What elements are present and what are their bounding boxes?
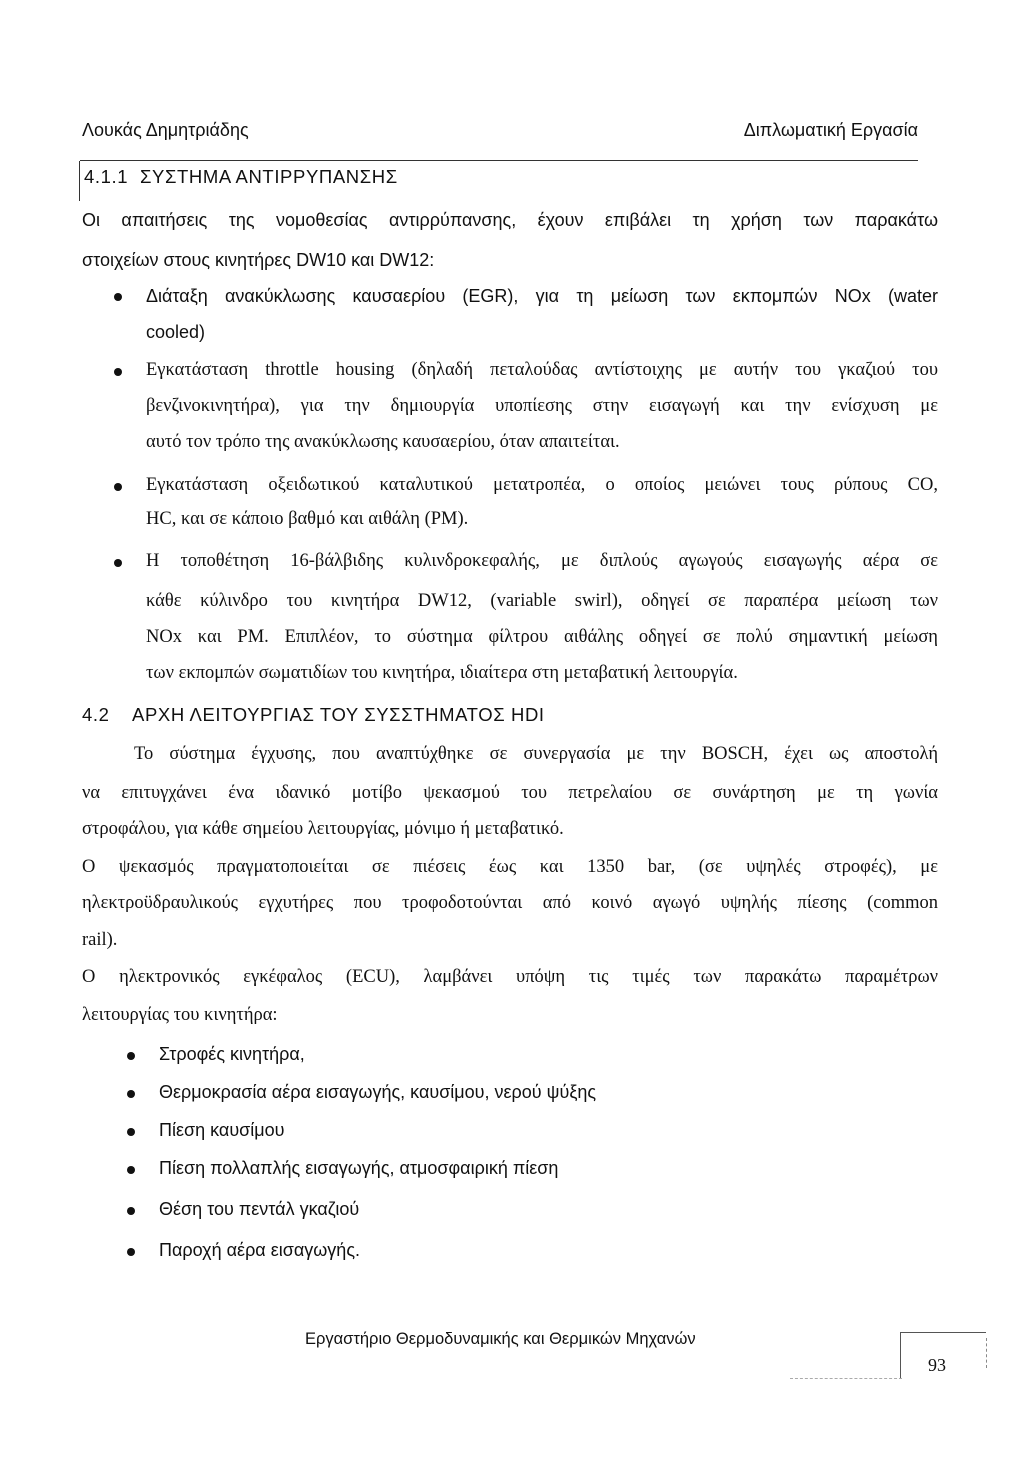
paragraph-line: Ο ηλεκτρονικός εγκέφαλος (ECU), λαμβάνει υπόψη τις τιμές των παρακάτω παραμέτρων [82, 967, 938, 987]
bullet-line: Εγκατάσταση οξειδωτικού καταλυτικού μετατροπέα, ο οποίος μειώνει τους ρύπους CO, [146, 475, 938, 495]
paragraph-line: Το σύστημα έγχυσης, που αναπτύχθηκε σε συνεργασία με την BOSCH, έχει ως αποστολή [134, 744, 938, 764]
header-author: Λουκάς Δημητριάδης [82, 120, 249, 140]
bullet-line: Εγκατάσταση throttle housing (δηλαδή πεταλούδας αντίστοιχης με αυτήν του γκαζιού του [146, 360, 938, 380]
bullet-line: Διάταξη ανακύκλωσης καυσαερίου (EGR), για τη μείωση των εκπομπών NOx (water [146, 286, 938, 306]
section-title: ΑΡΧΗ ΛΕΙΤΟΥΡΓΙΑΣ ΤΟΥ ΣΥΣΣΤΗΜΑΤΟΣ HDI [132, 704, 545, 725]
parameter-item: Θερμοκρασία αέρα εισαγωγής, καυσίμου, νερού ψύξης [159, 1082, 597, 1102]
parameter-item: Παροχή αέρα εισαγωγής. [159, 1240, 360, 1260]
page-number-box-border [900, 1332, 986, 1333]
parameter-item: Στροφές κινητήρα, [159, 1044, 305, 1064]
header-doc-type: Διπλωματική Εργασία [743, 120, 918, 140]
paragraph-line: λειτουργίας του κινητήρα: [82, 1005, 278, 1025]
section-title: ΣΥΣΤΗΜΑ ΑΝΤΙΡΡΥΠΑΝΣΗΣ [140, 166, 398, 187]
bullet-line: cooled) [146, 322, 206, 342]
page-number-box-border [900, 1332, 901, 1379]
paragraph-line: να επιτυγχάνει ένα ιδανικό μοτίβο ψεκασμού του πετρελαίου σε συνάρτηση με τη γωνία [82, 783, 938, 803]
page-number-box-border [790, 1378, 902, 1379]
bullet-dot [114, 483, 122, 491]
intro-line: Οι απαιτήσεις της νομοθεσίας αντιρρύπανσης, έχουν επιβάλει τη χρήση των παρακάτω [82, 210, 938, 230]
section-heading-4-1-1 [84, 166, 398, 188]
section-number: 4.2 [82, 704, 110, 725]
paragraph-line: rail). [82, 930, 118, 950]
bullet-line: αυτό τον τρόπο της ανακύκλωσης καυσαερίου, όταν απαιτείται. [146, 432, 620, 452]
section-margin-mark [79, 161, 80, 201]
parameter-item: Πίεση πολλαπλής εισαγωγής, ατμοσφαιρική πίεση [159, 1158, 559, 1178]
bullet-line: κάθε κύλινδρο του κινητήρα DW12, (variable swirl), οδηγεί σε παραπέρα μείωση των [146, 591, 938, 611]
bullet-line: των εκπομπών σωματιδίων του κινητήρα, ιδιαίτερα στη μεταβατική λειτουργία. [146, 663, 738, 683]
bullet-line: Η τοποθέτηση 16-βάλβιδης κυλινδροκεφαλής, με διπλούς αγωγούς εισαγωγής αέρα σε [146, 551, 938, 571]
bullet-dot [127, 1090, 135, 1098]
footer-lab-name: Εργαστήριο Θερμοδυναμικής και Θερμικών Μηχανών [305, 1330, 696, 1348]
bullet-dot [127, 1128, 135, 1136]
page-number: 93 [928, 1355, 946, 1375]
bullet-dot [127, 1052, 135, 1060]
paragraph-line: στροφάλου, για κάθε σημείου λειτουργίας, μόνιμο ή μεταβατικό. [82, 819, 564, 839]
bullet-line: βενζινοκινητήρα), για την δημιουργία υποπίεσης στην εισαγωγή και την ενίσχυση με [146, 396, 938, 416]
paragraph-line: ηλεκτροϋδραυλικούς εγχυτήρες που τροφοδοτούνται από κοινό αγωγό υψηλής πίεσης (common [82, 893, 938, 913]
paragraph-line: Ο ψεκασμός πραγματοποιείται σε πιέσεις έως και 1350 bar, (σε υψηλές στροφές), με [82, 857, 938, 877]
bullet-line: NOx και PM. Επιπλέον, το σύστημα φίλτρου αιθάλης οδηγεί σε πολύ σημαντική μείωση [146, 627, 938, 647]
bullet-dot [127, 1166, 135, 1174]
bullet-dot [114, 293, 122, 301]
bullet-dot [127, 1248, 135, 1256]
section-heading-4-2 [82, 704, 545, 726]
bullet-dot [127, 1207, 135, 1215]
bullet-dot [114, 559, 122, 567]
bullet-line: HC, και σε κάποιο βαθμό και αιθάλη (PM). [146, 509, 469, 529]
intro-line: στοιχείων στους κινητήρες DW10 και DW12: [82, 250, 435, 270]
page-number-box-border [986, 1338, 987, 1368]
section-number: 4.1.1 [84, 166, 129, 187]
header-rule [80, 160, 918, 161]
parameter-item: Πίεση καυσίμου [159, 1120, 285, 1140]
bullet-dot [114, 368, 122, 376]
parameter-item: Θέση του πεντάλ γκαζιού [159, 1199, 360, 1219]
